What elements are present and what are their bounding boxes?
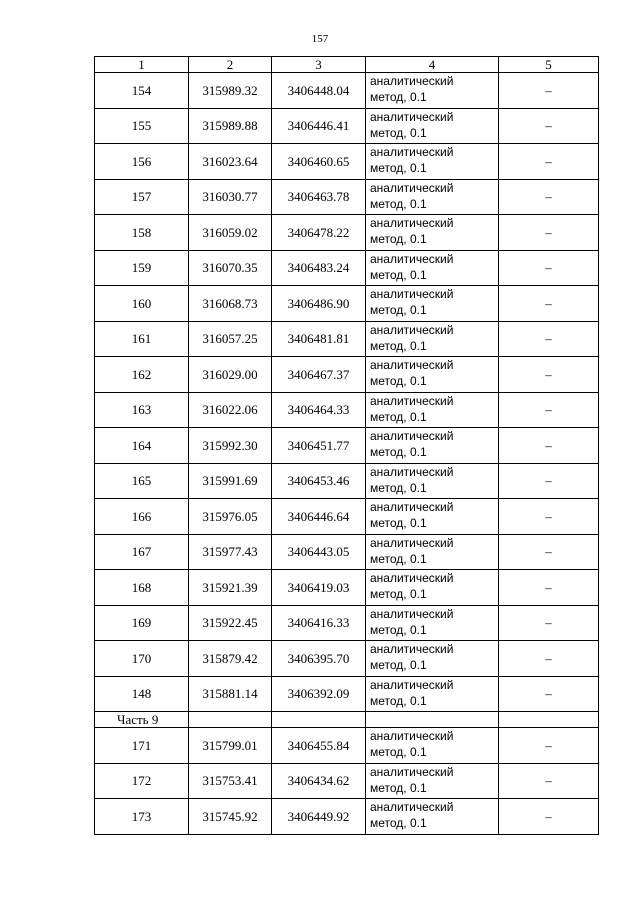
table-row [95, 144, 599, 180]
point-number-cell: 160 [95, 286, 189, 322]
method-line: аналитический [370, 216, 454, 230]
empty-cell [366, 712, 499, 728]
point-number-cell: 148 [95, 676, 189, 712]
method-line: аналитический [370, 322, 454, 337]
note-cell: – [499, 250, 599, 286]
point-number-cell: 155 [95, 108, 189, 144]
table-row [95, 570, 599, 606]
method-line: аналитический [370, 535, 454, 550]
note-cell: – [499, 108, 599, 144]
table-row [95, 392, 599, 428]
header-row [95, 57, 599, 73]
table-row [95, 676, 599, 712]
point-number-cell: 161 [95, 321, 189, 357]
table-row [95, 179, 599, 215]
method-cell [366, 463, 499, 499]
table-row [95, 641, 599, 677]
note-cell: – [499, 676, 599, 712]
point-number-cell: 170 [95, 641, 189, 677]
x-coordinate-cell: 316059.02 [189, 215, 272, 251]
note-cell: – [499, 463, 599, 499]
method-line: метод, 0.1 [370, 232, 427, 246]
y-coordinate-cell: 3406446.41 [272, 108, 366, 144]
column-header: 5 [499, 57, 599, 73]
column-header: 4 [366, 57, 499, 73]
method-line: аналитический [370, 571, 454, 585]
method-line: аналитический [370, 180, 454, 195]
method-line: аналитический [370, 251, 454, 266]
table-row [95, 321, 599, 357]
y-coordinate-cell: 3406455.84 [272, 728, 366, 764]
y-coordinate-cell: 3406451.77 [272, 428, 366, 464]
table-row [95, 605, 599, 641]
method-cell [366, 179, 499, 215]
x-coordinate-cell: 316023.64 [189, 144, 272, 180]
table-row [95, 799, 599, 835]
method-cell [366, 357, 499, 393]
method-line: аналитический [370, 74, 454, 88]
method-line: метод, 0.1 [370, 745, 427, 759]
empty-cell [499, 712, 599, 728]
method-cell [366, 728, 499, 764]
note-cell: – [499, 392, 599, 428]
method-line: метод, 0.1 [370, 196, 427, 211]
note-cell: – [499, 179, 599, 215]
method-cell [366, 763, 499, 799]
y-coordinate-cell: 3406478.22 [272, 215, 366, 251]
method-line: метод, 0.1 [370, 816, 427, 830]
table-row [95, 499, 599, 535]
method-cell [366, 605, 499, 641]
method-line: метод, 0.1 [370, 693, 427, 708]
note-cell: – [499, 763, 599, 799]
table-row [95, 215, 599, 251]
note-cell: – [499, 499, 599, 535]
method-line: метод, 0.1 [370, 303, 427, 317]
method-line: аналитический [370, 145, 454, 159]
point-number-cell: 167 [95, 534, 189, 570]
method-line: метод, 0.1 [370, 622, 427, 637]
y-coordinate-cell: 3406448.04 [272, 73, 366, 109]
method-line: метод, 0.1 [370, 338, 427, 353]
table-row [95, 428, 599, 464]
method-line: аналитический [370, 800, 454, 814]
method-line: метод, 0.1 [370, 409, 427, 424]
point-number-cell: 165 [95, 463, 189, 499]
y-coordinate-cell: 3406443.05 [272, 534, 366, 570]
x-coordinate-cell: 315991.69 [189, 463, 272, 499]
x-coordinate-cell: 315799.01 [189, 728, 272, 764]
x-coordinate-cell: 316030.77 [189, 179, 272, 215]
method-line: метод, 0.1 [370, 516, 427, 530]
table-row [95, 108, 599, 144]
method-cell [366, 250, 499, 286]
method-cell [366, 499, 499, 535]
method-cell [366, 799, 499, 835]
table-row [95, 357, 599, 393]
method-line: аналитический [370, 429, 454, 443]
x-coordinate-cell: 315992.30 [189, 428, 272, 464]
point-number-cell: 158 [95, 215, 189, 251]
table-row [95, 534, 599, 570]
note-cell: – [499, 641, 599, 677]
note-cell: – [499, 534, 599, 570]
y-coordinate-cell: 3406467.37 [272, 357, 366, 393]
table-row [95, 463, 599, 499]
y-coordinate-cell: 3406463.78 [272, 179, 366, 215]
method-cell [366, 428, 499, 464]
y-coordinate-cell: 3406416.33 [272, 605, 366, 641]
point-number-cell: 159 [95, 250, 189, 286]
method-line: аналитический [370, 500, 454, 514]
method-line: метод, 0.1 [370, 125, 427, 140]
point-number-cell: 166 [95, 499, 189, 535]
x-coordinate-cell: 316022.06 [189, 392, 272, 428]
method-line: аналитический [370, 358, 454, 372]
y-coordinate-cell: 3406392.09 [272, 676, 366, 712]
note-cell: – [499, 570, 599, 606]
note-cell: – [499, 286, 599, 322]
method-cell [366, 215, 499, 251]
x-coordinate-cell: 315977.43 [189, 534, 272, 570]
method-cell [366, 108, 499, 144]
column-header: 3 [272, 57, 366, 73]
x-coordinate-cell: 316070.35 [189, 250, 272, 286]
x-coordinate-cell: 315989.32 [189, 73, 272, 109]
x-coordinate-cell: 316029.00 [189, 357, 272, 393]
note-cell: – [499, 215, 599, 251]
table-row [95, 728, 599, 764]
x-coordinate-cell: 315976.05 [189, 499, 272, 535]
page-number: 157 [311, 33, 329, 45]
table-row [95, 250, 599, 286]
note-cell: – [499, 73, 599, 109]
table-row [95, 73, 599, 109]
method-line: метод, 0.1 [370, 267, 427, 282]
note-cell: – [499, 144, 599, 180]
method-line: метод, 0.1 [370, 658, 427, 672]
y-coordinate-cell: 3406464.33 [272, 392, 366, 428]
table-row [95, 763, 599, 799]
y-coordinate-cell: 3406449.92 [272, 799, 366, 835]
method-line: метод, 0.1 [370, 374, 427, 388]
y-coordinate-cell: 3406419.03 [272, 570, 366, 606]
method-line: метод, 0.1 [370, 480, 427, 495]
point-number-cell: 154 [95, 73, 189, 109]
x-coordinate-cell: 315745.92 [189, 799, 272, 835]
empty-cell [272, 712, 366, 728]
method-line: метод, 0.1 [370, 587, 427, 601]
table-body [95, 57, 599, 835]
method-cell [366, 676, 499, 712]
note-cell: – [499, 605, 599, 641]
point-number-cell: 169 [95, 605, 189, 641]
method-line: аналитический [370, 729, 454, 743]
coordinates-table [94, 56, 599, 835]
x-coordinate-cell: 315881.14 [189, 676, 272, 712]
method-line: аналитический [370, 606, 454, 621]
y-coordinate-cell: 3406395.70 [272, 641, 366, 677]
point-number-cell: 157 [95, 179, 189, 215]
x-coordinate-cell: 316057.25 [189, 321, 272, 357]
method-cell [366, 570, 499, 606]
method-cell [366, 144, 499, 180]
note-cell: – [499, 357, 599, 393]
y-coordinate-cell: 3406483.24 [272, 250, 366, 286]
table-row [95, 286, 599, 322]
y-coordinate-cell: 3406434.62 [272, 763, 366, 799]
column-header: 2 [189, 57, 272, 73]
x-coordinate-cell: 315921.39 [189, 570, 272, 606]
method-line: аналитический [370, 287, 454, 301]
note-cell: – [499, 321, 599, 357]
x-coordinate-cell: 315753.41 [189, 763, 272, 799]
method-line: метод, 0.1 [370, 161, 427, 175]
section-label: Часть 9 [95, 712, 189, 728]
method-cell [366, 641, 499, 677]
method-line: аналитический [370, 642, 454, 656]
x-coordinate-cell: 316068.73 [189, 286, 272, 322]
note-cell: – [499, 799, 599, 835]
method-cell [366, 286, 499, 322]
method-line: аналитический [370, 764, 454, 779]
empty-cell [189, 712, 272, 728]
method-line: метод, 0.1 [370, 551, 427, 566]
point-number-cell: 156 [95, 144, 189, 180]
point-number-cell: 172 [95, 763, 189, 799]
x-coordinate-cell: 315989.88 [189, 108, 272, 144]
x-coordinate-cell: 315922.45 [189, 605, 272, 641]
column-header: 1 [95, 57, 189, 73]
point-number-cell: 171 [95, 728, 189, 764]
note-cell: – [499, 428, 599, 464]
method-line: аналитический [370, 393, 454, 408]
point-number-cell: 162 [95, 357, 189, 393]
y-coordinate-cell: 3406460.65 [272, 144, 366, 180]
point-number-cell: 163 [95, 392, 189, 428]
point-number-cell: 168 [95, 570, 189, 606]
method-cell [366, 321, 499, 357]
method-line: аналитический [370, 464, 454, 479]
section-row [95, 712, 599, 728]
y-coordinate-cell: 3406481.81 [272, 321, 366, 357]
method-cell [366, 534, 499, 570]
method-cell [366, 73, 499, 109]
y-coordinate-cell: 3406453.46 [272, 463, 366, 499]
point-number-cell: 173 [95, 799, 189, 835]
y-coordinate-cell: 3406446.64 [272, 499, 366, 535]
method-line: метод, 0.1 [370, 445, 427, 459]
method-line: аналитический [370, 677, 454, 692]
method-line: аналитический [370, 109, 454, 124]
y-coordinate-cell: 3406486.90 [272, 286, 366, 322]
method-line: метод, 0.1 [370, 780, 427, 795]
x-coordinate-cell: 315879.42 [189, 641, 272, 677]
method-cell [366, 392, 499, 428]
method-line: метод, 0.1 [370, 90, 427, 104]
note-cell: – [499, 728, 599, 764]
point-number-cell: 164 [95, 428, 189, 464]
